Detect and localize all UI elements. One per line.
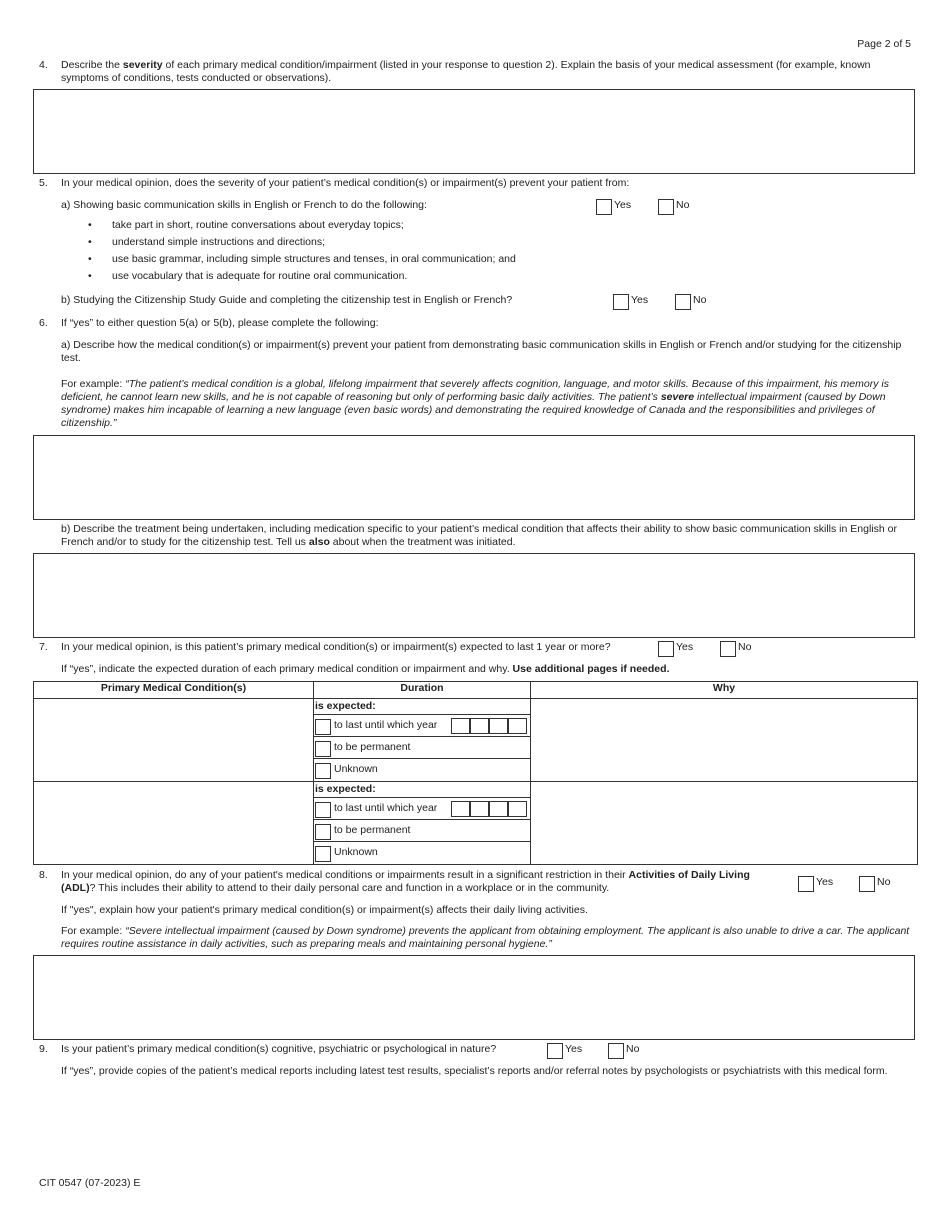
page-number: Page 2 of 5: [857, 38, 911, 50]
q9-no-checkbox[interactable]: [608, 1043, 624, 1059]
q7-number: 7.: [39, 641, 48, 653]
last-until-checkbox[interactable]: [315, 719, 331, 735]
header-condition: Primary Medical Condition(s): [34, 682, 314, 699]
table-row: [34, 699, 918, 782]
q5b-yes-checkbox[interactable]: [613, 294, 629, 310]
q8-no-label: No: [877, 876, 891, 888]
unknown-checkbox[interactable]: [315, 763, 331, 779]
q5-text: In your medical opinion, does the severity of your patient’s medical condition(s) or impairment(s) prevent your patient from:: [61, 177, 630, 189]
year-digit-box[interactable]: [489, 801, 508, 817]
duration-cell-1: [314, 699, 531, 782]
year-digit-box[interactable]: [451, 801, 470, 817]
header-duration: Duration: [314, 682, 531, 699]
q9-no-label: No: [626, 1043, 640, 1055]
q8-instruction: If "yes", explain how your patient's primary medical condition(s) or impairment(s) affects their daily living activities.: [61, 904, 588, 916]
q5a-bullet-1: take part in short, routine conversations about everyday topics;: [112, 219, 404, 231]
permanent-checkbox[interactable]: [315, 741, 331, 757]
unknown-label: Unknown: [334, 763, 378, 775]
table-row: [34, 782, 918, 865]
q9-instruction: If “yes”, provide copies of the patient’s medical reports including latest test results, specialist’s reports and/or referral notes by psychologists or psychiatrists with this medical form.: [61, 1065, 888, 1077]
condition-cell-2[interactable]: [34, 782, 314, 865]
q5a-no-label: No: [676, 199, 690, 211]
q6a-answer-box[interactable]: [33, 435, 915, 520]
q6b-answer-box[interactable]: [33, 553, 915, 638]
year-digit-box[interactable]: [489, 718, 508, 734]
year-digit-box[interactable]: [508, 801, 527, 817]
q5a-bullet-3: use basic grammar, including simple structures and tenses, in oral communication; and: [112, 253, 516, 265]
q8-example: For example: “Severe intellectual impairment (caused by Down syndrome) prevents the applicant from obtaining employment. The applicant is also unable to drive a car. The applicant requires routine assistance in daily activities, such as preparing meals and maintaining personal hygiene.”: [61, 925, 910, 950]
year-digit-box[interactable]: [470, 718, 489, 734]
unknown-label: Unknown: [334, 846, 378, 858]
why-cell-2[interactable]: [531, 782, 918, 865]
q9-yes-label: Yes: [565, 1043, 583, 1055]
q7-text: In your medical opinion, is this patient’s primary medical condition(s) or impairment(s) expected to last 1 year or more?: [61, 641, 611, 653]
bullet-marker: •: [88, 236, 92, 248]
expected-label: is expected:: [314, 699, 530, 715]
last-until-label: to last until which year: [334, 719, 438, 731]
q8-number: 8.: [39, 869, 48, 881]
unknown-checkbox[interactable]: [315, 846, 331, 862]
q9-text: Is your patient’s primary medical condition(s) cognitive, psychiatric or psychological in nature?: [61, 1043, 497, 1055]
bullet-marker: •: [88, 219, 92, 231]
q5a-yes-label: Yes: [614, 199, 632, 211]
q6a-text: a) Describe how the medical condition(s) or impairment(s) prevent your patient from demonstrating basic communication skills in English or French and/or studying for the citizenship test.: [61, 339, 902, 364]
bullet-marker: •: [88, 270, 92, 282]
form-code: CIT 0547 (07-2023) E: [39, 1177, 141, 1189]
q6b-text: b) Describe the treatment being undertaken, including medication specific to your patient’s medical condition that affects their ability to show basic communication skills in English or French and/or to study for the citizenship test. Tell us also about when the treatment was initiated.: [61, 523, 897, 548]
q5-number: 5.: [39, 177, 48, 189]
q7-yes-checkbox[interactable]: [658, 641, 674, 657]
q8-no-checkbox[interactable]: [859, 876, 875, 892]
q7-instruction: If “yes”, indicate the expected duration of each primary medical condition or impairment and why. Use additional pages if needed.: [61, 663, 670, 675]
q4-number: 4.: [39, 59, 48, 71]
q5a-no-checkbox[interactable]: [658, 199, 674, 215]
year-digit-box[interactable]: [508, 718, 527, 734]
q5b-no-checkbox[interactable]: [675, 294, 691, 310]
condition-cell-1[interactable]: [34, 699, 314, 782]
q7-no-checkbox[interactable]: [720, 641, 736, 657]
year-digit-box[interactable]: [470, 801, 489, 817]
q8-answer-box[interactable]: [33, 955, 915, 1040]
expected-label: is expected:: [314, 782, 530, 798]
last-until-label: to last until which year: [334, 802, 438, 814]
permanent-label: to be permanent: [334, 824, 411, 836]
q5b-text: b) Studying the Citizenship Study Guide and completing the citizenship test in English or French?: [61, 294, 513, 306]
why-cell-1[interactable]: [531, 699, 918, 782]
duration-cell-2: [314, 782, 531, 865]
header-why: Why: [531, 682, 918, 699]
q8-text: In your medical opinion, do any of your patient's medical conditions or impairments result in a significant restriction in their Activities of Daily Living (ADL)? This includes their ability to attend to their daily personal care and function in a workplace or in the community.: [61, 869, 750, 894]
q8-yes-label: Yes: [816, 876, 834, 888]
last-until-checkbox[interactable]: [315, 802, 331, 818]
q7-no-label: No: [738, 641, 752, 653]
q6-text: If “yes” to either question 5(a) or 5(b), please complete the following:: [61, 317, 379, 329]
q5a-bullet-2: understand simple instructions and directions;: [112, 236, 326, 248]
q4-text: Describe the severity of each primary medical condition/impairment (listed in your response to question 2). Explain the basis of your medical assessment (for example, known symptoms of conditions, tests conducted or observations).: [61, 59, 871, 84]
q5b-yes-label: Yes: [631, 294, 649, 306]
q9-yes-checkbox[interactable]: [547, 1043, 563, 1059]
q9-number: 9.: [39, 1043, 48, 1055]
q6-number: 6.: [39, 317, 48, 329]
q5b-no-label: No: [693, 294, 707, 306]
q5a-yes-checkbox[interactable]: [596, 199, 612, 215]
bullet-marker: •: [88, 253, 92, 265]
q8-yes-checkbox[interactable]: [798, 876, 814, 892]
permanent-checkbox[interactable]: [315, 824, 331, 840]
q6a-example: For example: “The patient’s medical condition is a global, lifelong impairment that severely affects cognition, language, and motor skills. Because of this impairment, his memory is deficient, he cannot learn new skills, and he is not capable of reasoning but only of performing basic daily activities. The patient’s severe intellectual impairment (caused by Down syndrome) makes him incapable of learning a new language (even basic words) and demonstrating the required knowledge of Canada and the responsibilities and privileges of citizenship.”: [61, 378, 889, 429]
q5a-bullet-4: use vocabulary that is adequate for routine oral communication.: [112, 270, 408, 282]
q7-yes-label: Yes: [676, 641, 694, 653]
q4-answer-box[interactable]: [33, 89, 915, 174]
year-digit-box[interactable]: [451, 718, 470, 734]
permanent-label: to be permanent: [334, 741, 411, 753]
duration-table: [33, 681, 918, 865]
q5a-text: a) Showing basic communication skills in English or French to do the following:: [61, 199, 427, 211]
